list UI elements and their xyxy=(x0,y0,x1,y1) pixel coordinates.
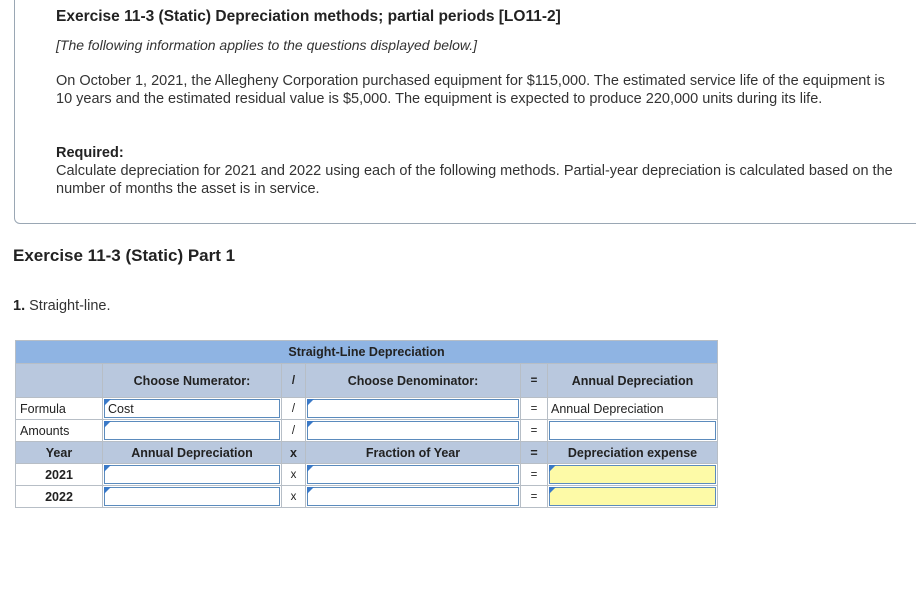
year-row-2022 xyxy=(16,486,718,508)
times-header: x xyxy=(282,442,306,464)
equals-header: = xyxy=(521,442,548,464)
times-sign: x xyxy=(282,486,306,508)
dropdown-indicator-icon xyxy=(104,399,111,406)
part-title: Exercise 11-3 (Static) Part 1 xyxy=(13,246,236,265)
straight-line-table xyxy=(15,340,718,508)
formula-result: Annual Depreciation xyxy=(548,398,718,420)
exercise-title: Exercise 11-3 (Static) Depreciation methods; partial periods [LO11-2] xyxy=(56,8,561,25)
input-indicator-icon xyxy=(104,465,111,472)
header-denominator: Choose Denominator: xyxy=(306,364,521,398)
fraction-header: Fraction of Year xyxy=(306,442,521,464)
equals-sign: = xyxy=(521,464,548,486)
formula-numerator-select[interactable]: Cost xyxy=(104,399,280,418)
equals-sign: = xyxy=(521,486,548,508)
input-indicator-icon xyxy=(549,487,556,494)
fraction-of-year-input-2022[interactable] xyxy=(307,487,519,506)
header-numerator: Choose Numerator: xyxy=(103,364,282,398)
input-indicator-icon xyxy=(307,487,314,494)
annual-depreciation-input-2022[interactable] xyxy=(104,487,280,506)
input-indicator-icon xyxy=(104,421,111,428)
amounts-result-input[interactable] xyxy=(549,421,716,440)
header-equals: = xyxy=(521,364,548,398)
year-label: 2022 xyxy=(16,486,103,508)
year-header: Year xyxy=(16,442,103,464)
year-row-2021 xyxy=(16,464,718,486)
dropdown-indicator-icon xyxy=(307,399,314,406)
amounts-equals: = xyxy=(521,420,548,442)
question-1 xyxy=(13,298,111,314)
problem-paragraph: On October 1, 2021, the Allegheny Corporation purchased equipment for $115,000. The estimated service life of the equipment is 10 years and the estimated residual value is $5,000. The equipment is expected to produce 220,000 units during its life. xyxy=(56,73,885,107)
formula-equals: = xyxy=(521,398,548,420)
required-label: Required: xyxy=(56,145,124,161)
required-text: Calculate depreciation for 2021 and 2022 using each of the following methods. Partial-year depreciation is calculated based on the number of months the asset is in service. xyxy=(56,163,893,197)
exercise-note: [The following information applies to the questions displayed below.] xyxy=(56,37,478,53)
amounts-label: Amounts xyxy=(16,420,103,442)
depreciation-expense-input-2022[interactable] xyxy=(549,487,716,506)
times-sign: x xyxy=(282,464,306,486)
input-indicator-icon xyxy=(549,465,556,472)
annual-depreciation-input-2021[interactable] xyxy=(104,465,280,484)
input-indicator-icon xyxy=(307,465,314,472)
formula-denominator-select[interactable] xyxy=(307,399,519,418)
amounts-divide: / xyxy=(282,420,306,442)
year-label: 2021 xyxy=(16,464,103,486)
header-result: Annual Depreciation xyxy=(548,364,718,398)
formula-divide: / xyxy=(282,398,306,420)
question-number: 1. xyxy=(13,298,26,314)
amounts-row xyxy=(16,420,718,442)
expense-header: Depreciation expense xyxy=(548,442,718,464)
header-divide: / xyxy=(282,364,306,398)
input-indicator-icon xyxy=(104,487,111,494)
fraction-of-year-input-2021[interactable] xyxy=(307,465,519,484)
question-text: Straight-line. xyxy=(29,298,111,314)
table-caption: Straight-Line Depreciation xyxy=(16,341,718,364)
amounts-numerator-input[interactable] xyxy=(104,421,280,440)
depreciation-expense-input-2021[interactable] xyxy=(549,465,716,484)
formula-label: Formula xyxy=(16,398,103,420)
header-empty xyxy=(16,364,103,398)
input-indicator-icon xyxy=(307,421,314,428)
amounts-denominator-input[interactable] xyxy=(307,421,519,440)
formula-row xyxy=(16,398,718,420)
annual-header: Annual Depreciation xyxy=(103,442,282,464)
